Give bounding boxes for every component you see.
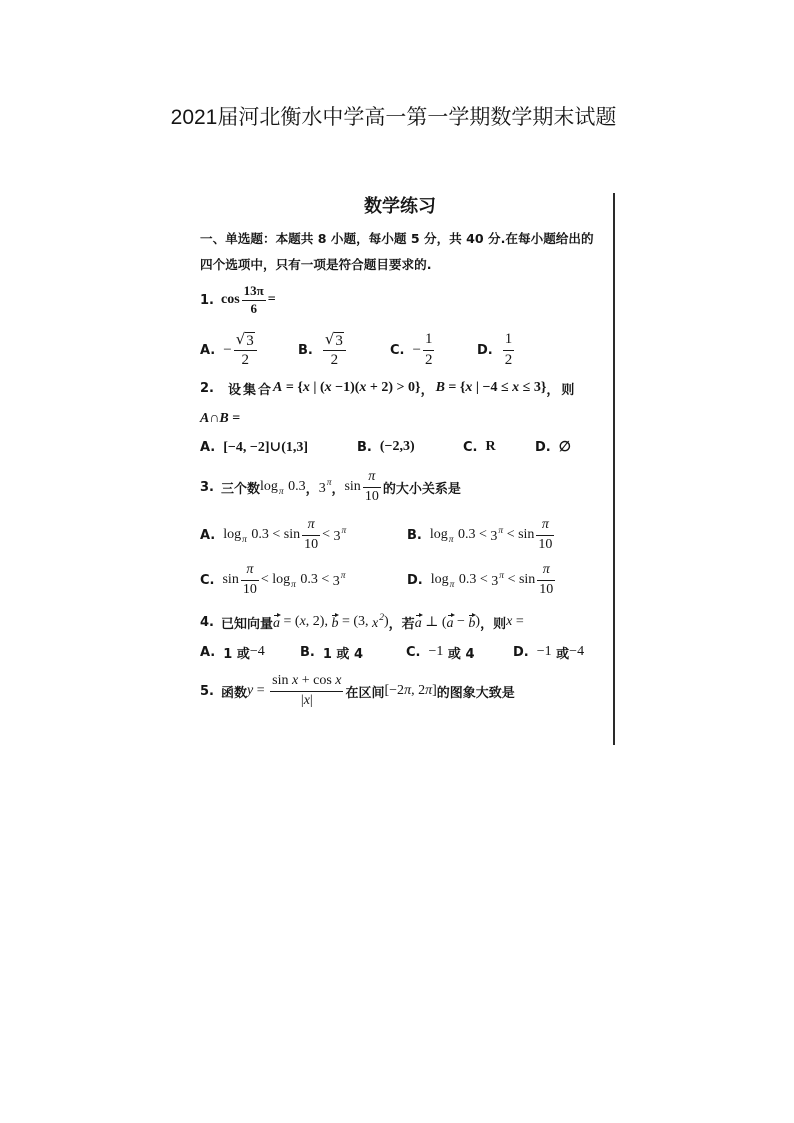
math-variable: B (435, 380, 445, 395)
math-text: R (485, 439, 496, 454)
fraction-denominator (537, 581, 555, 598)
superscript: π (498, 525, 504, 536)
script-base: 3 (491, 573, 499, 589)
fraction-denominator (536, 536, 554, 553)
scripted-term (490, 526, 503, 545)
script-base: 3 (490, 528, 498, 544)
option-d (513, 632, 584, 672)
math-text: + 2) > 0} (366, 380, 421, 395)
fraction-numerator (536, 517, 554, 535)
option-b (298, 330, 348, 370)
text-run: ， (305, 481, 319, 497)
math-text: ) (384, 614, 389, 629)
script-base: log (260, 479, 278, 494)
fraction-denominator (241, 581, 259, 598)
math-text: < (260, 572, 273, 587)
text-run: 或 4 (443, 646, 475, 662)
math-variable: x (303, 692, 310, 708)
math-text: 0.3 < (454, 527, 491, 542)
math-text: = { (444, 380, 466, 395)
text-run: 的图象大致是 (436, 685, 515, 701)
fraction-numerator (234, 330, 257, 351)
question-number: 4. (200, 614, 214, 630)
script-base: x (372, 615, 379, 631)
script-base: log (223, 527, 242, 542)
document-title: 2021届河北衡水中学高一第一学期数学期末试题 (170, 106, 617, 129)
math-text: | −4 ≤ (472, 380, 513, 395)
question-3-options-row-1 (0, 515, 614, 555)
math-variable: π (541, 517, 549, 533)
text-run: ，则 (480, 616, 507, 632)
option-expression (430, 517, 557, 552)
math-variable: π (246, 562, 254, 578)
math-text: − (223, 341, 232, 358)
fraction-numerator (242, 284, 266, 301)
option-expression (431, 562, 558, 597)
option-expression (537, 643, 584, 662)
math-text: = (267, 292, 276, 307)
radicand: 3 (335, 333, 343, 350)
fraction-denominator (503, 351, 515, 369)
subscript: π (242, 535, 247, 545)
option-label: B. (300, 644, 315, 660)
math-variable: B (219, 411, 229, 426)
math-text: ∅ (558, 439, 571, 455)
math-variable: x (302, 380, 310, 395)
option-expression (485, 439, 495, 455)
option-expression (428, 643, 474, 662)
question-5-stem (200, 671, 515, 711)
instructions-line-2: 四个选项中，只有一项是符合题目要求的. (200, 257, 432, 272)
fraction (323, 330, 346, 369)
superscript: π (340, 570, 346, 581)
fraction (242, 284, 266, 317)
option-label: C. (406, 644, 421, 660)
scripted-term (491, 571, 504, 590)
math-variable: x (506, 614, 513, 629)
superscript: π (341, 525, 347, 536)
option-d (407, 560, 557, 600)
math-variable: x (359, 380, 367, 395)
option-d (477, 330, 516, 370)
fraction-numerator (302, 517, 320, 535)
math-text: 0.3 < sin (247, 527, 301, 542)
text-run: 的大小关系是 (382, 481, 461, 497)
math-variable: x (324, 380, 332, 395)
option-expression (222, 562, 345, 597)
math-variable: π (404, 683, 412, 698)
math-text: | (309, 692, 313, 708)
question-3-stem (200, 467, 461, 507)
option-a (200, 632, 265, 672)
option-label: D. (535, 439, 551, 455)
math-variable: x (512, 380, 520, 395)
radical-sign: √ (324, 330, 335, 349)
math-text: ⊥ ( (421, 614, 447, 630)
question-3-expression (221, 469, 461, 504)
square-root (325, 330, 344, 349)
math-text: sin (344, 479, 361, 494)
math-variable: x (291, 673, 299, 689)
option-c (463, 427, 496, 467)
math-text: (−2,3) (379, 439, 415, 454)
subscript: π (448, 535, 454, 545)
text-run: 三个数 (221, 481, 261, 497)
fraction (423, 331, 435, 369)
option-d (535, 427, 571, 467)
superscript: π (326, 477, 332, 488)
question-2-stem (200, 368, 576, 408)
option-label: D. (407, 572, 423, 588)
superscript: 2 (379, 612, 384, 623)
option-expression (321, 330, 348, 369)
fraction-denominator (423, 351, 435, 369)
option-label: D. (513, 644, 529, 660)
script-base: 3 (333, 528, 341, 544)
vector-symbol: a (447, 613, 454, 632)
math-text: − (412, 341, 421, 358)
vector-symbol: a (415, 613, 422, 632)
math-variable: x (335, 673, 342, 689)
math-text: 0.3 (284, 479, 306, 494)
fraction (536, 517, 554, 552)
option-label: B. (407, 527, 422, 543)
math-variable: π (307, 517, 315, 533)
radical-sign: √ (235, 330, 246, 349)
fraction (503, 331, 515, 369)
math-text: = (512, 614, 524, 629)
question-2-expression (228, 379, 576, 398)
instructions-line-1: 一、单选题：本题共 8 小题，每小题 5 分，共 40 分.在每小题给出的 (200, 231, 594, 246)
option-label: C. (463, 439, 478, 455)
option-c (390, 330, 436, 370)
scripted-term (333, 571, 346, 590)
math-text: 10 (364, 488, 379, 504)
math-text: −1 (428, 644, 444, 659)
math-text: , 2 (411, 683, 426, 698)
fraction-numerator (537, 562, 555, 580)
scripted-term (431, 570, 456, 590)
question-number: 5. (200, 683, 214, 699)
math-text: −4 (249, 644, 265, 659)
math-variable: π (542, 562, 550, 578)
math-text: [−4, −2]∪(1,3] (223, 439, 309, 455)
math-text: 2 (241, 352, 249, 369)
square-root (236, 330, 255, 349)
option-expression (323, 643, 363, 662)
math-text: ] (432, 683, 437, 698)
option-c (200, 560, 346, 600)
scripted-term (260, 477, 285, 497)
question-1-stem (200, 280, 276, 320)
script-base: log (272, 572, 291, 587)
math-text: 13π (243, 282, 264, 298)
question-number: 1. (200, 292, 214, 308)
fraction-numerator (270, 673, 343, 691)
math-variable: A (273, 380, 283, 395)
math-text: 10 (242, 581, 257, 597)
option-label: C. (390, 342, 405, 358)
text-run: 已知向量 (221, 616, 274, 632)
math-text: | ( (309, 380, 325, 395)
vector-symbol: a (273, 613, 280, 632)
question-1-options (0, 330, 614, 370)
fraction (270, 673, 343, 708)
math-text: | (300, 692, 304, 708)
scripted-term (334, 526, 347, 545)
question-2-options (0, 427, 614, 467)
text-run: 或 (551, 646, 570, 662)
math-text: 2 (504, 351, 513, 368)
fraction (234, 330, 257, 369)
math-variable: x (299, 614, 306, 629)
fraction-numerator (241, 562, 259, 580)
fraction-denominator (242, 301, 266, 317)
question-1-expression (221, 284, 276, 317)
math-variable: π (425, 683, 433, 698)
vector-symbol: b (468, 613, 475, 632)
option-label: A. (200, 644, 216, 660)
question-2-expression-continued (200, 411, 240, 427)
option-expression (223, 439, 308, 456)
option-expression (559, 439, 571, 456)
math-text: sin (222, 572, 239, 587)
scripted-term (272, 570, 297, 590)
fraction (241, 562, 259, 597)
math-variable: x (465, 380, 473, 395)
sheet-heading: 数学练习 (364, 196, 436, 217)
math-variable: y (247, 683, 254, 698)
math-text: 10 (304, 536, 319, 552)
option-a (200, 427, 308, 467)
subscript: π (449, 580, 455, 590)
math-text: − (453, 614, 469, 629)
text-run: 1 或 4 (322, 646, 364, 662)
option-expression (412, 331, 436, 369)
text-run: ，若 (388, 616, 415, 632)
option-c (406, 632, 475, 672)
fraction-numerator (423, 331, 435, 350)
math-text: 1 (424, 331, 433, 348)
option-b (357, 427, 415, 467)
option-b (300, 632, 363, 672)
option-a (200, 515, 346, 555)
math-text: < sin (504, 572, 536, 587)
fraction-denominator (270, 692, 343, 709)
fraction-numerator (503, 331, 515, 350)
option-expression (223, 643, 264, 662)
math-text: 10 (539, 581, 554, 597)
math-variable: A (200, 411, 210, 426)
fraction-denominator (302, 536, 320, 553)
option-expression (501, 331, 517, 369)
scripted-term (430, 525, 455, 545)
text-run: 函数 (221, 685, 248, 701)
math-text: 0.3 < (455, 572, 492, 587)
scripted-term (319, 478, 332, 497)
math-text: = ( (280, 614, 300, 629)
option-expression (380, 439, 415, 455)
text-run: ，则 (546, 382, 577, 398)
question-4-expression (221, 613, 524, 632)
math-text: = (253, 683, 269, 698)
option-label: C. (200, 572, 215, 588)
radicand: 3 (246, 333, 254, 350)
subscript: π (278, 487, 284, 497)
math-text: cos (221, 292, 240, 307)
math-text: sin (272, 673, 292, 689)
math-text: −4 (569, 644, 585, 659)
question-5-expression (221, 673, 515, 708)
option-label: D. (477, 342, 493, 358)
math-text: + cos (298, 673, 336, 689)
math-text: ≤ 3} (519, 380, 547, 395)
question-3-options-row-2 (0, 560, 614, 600)
math-text: 1 (504, 331, 513, 348)
option-label: A. (200, 342, 216, 358)
script-base: log (429, 527, 448, 542)
math-text: 2 (330, 352, 339, 369)
superscript: π (499, 570, 505, 581)
math-text: −1 (536, 644, 552, 659)
text-run: 在区间 (345, 685, 385, 701)
text-run: ， (331, 481, 345, 497)
math-text: [−2 (384, 683, 405, 698)
text-run: 设集合 (228, 382, 274, 398)
fraction (363, 469, 381, 504)
question-4-options (0, 632, 614, 672)
fraction (537, 562, 555, 597)
option-a (200, 330, 259, 370)
fraction-numerator (323, 330, 346, 351)
scripted-term (372, 613, 384, 632)
option-expression (223, 330, 259, 369)
math-text: 0.3 < (296, 572, 333, 587)
question-number: 2. (200, 380, 214, 396)
subscript: π (291, 580, 296, 590)
math-text: 2 (424, 351, 433, 368)
math-variable: π (368, 469, 376, 485)
fraction-denominator (363, 488, 381, 505)
option-expression (223, 517, 346, 552)
fraction-denominator (234, 351, 257, 369)
text-run: ， (420, 382, 436, 398)
math-text: = { (282, 380, 303, 395)
option-b (407, 515, 556, 555)
math-text: ) (475, 614, 481, 629)
fraction-numerator (363, 469, 381, 487)
math-text: 6 (250, 300, 257, 316)
option-label: B. (298, 342, 313, 358)
math-text: ∩ (209, 411, 220, 426)
math-text: −1)( (331, 380, 360, 395)
math-text: < (322, 527, 334, 542)
option-label: B. (357, 439, 372, 455)
math-text: 10 (538, 536, 553, 552)
fraction (302, 517, 320, 552)
option-label: A. (200, 439, 216, 455)
script-base: 3 (318, 480, 326, 496)
script-base: log (430, 572, 449, 587)
math-text: = (228, 411, 241, 426)
script-base: 3 (332, 573, 340, 589)
math-text: = (3, (338, 614, 373, 629)
scripted-term (223, 525, 248, 545)
option-label: A. (200, 527, 216, 543)
vector-symbol: b (331, 613, 338, 632)
math-text: < sin (503, 527, 535, 542)
question-number: 3. (200, 479, 214, 495)
text-run: 1 或 (223, 646, 250, 662)
math-text: , 2), (305, 614, 332, 629)
fraction-denominator (323, 351, 346, 369)
